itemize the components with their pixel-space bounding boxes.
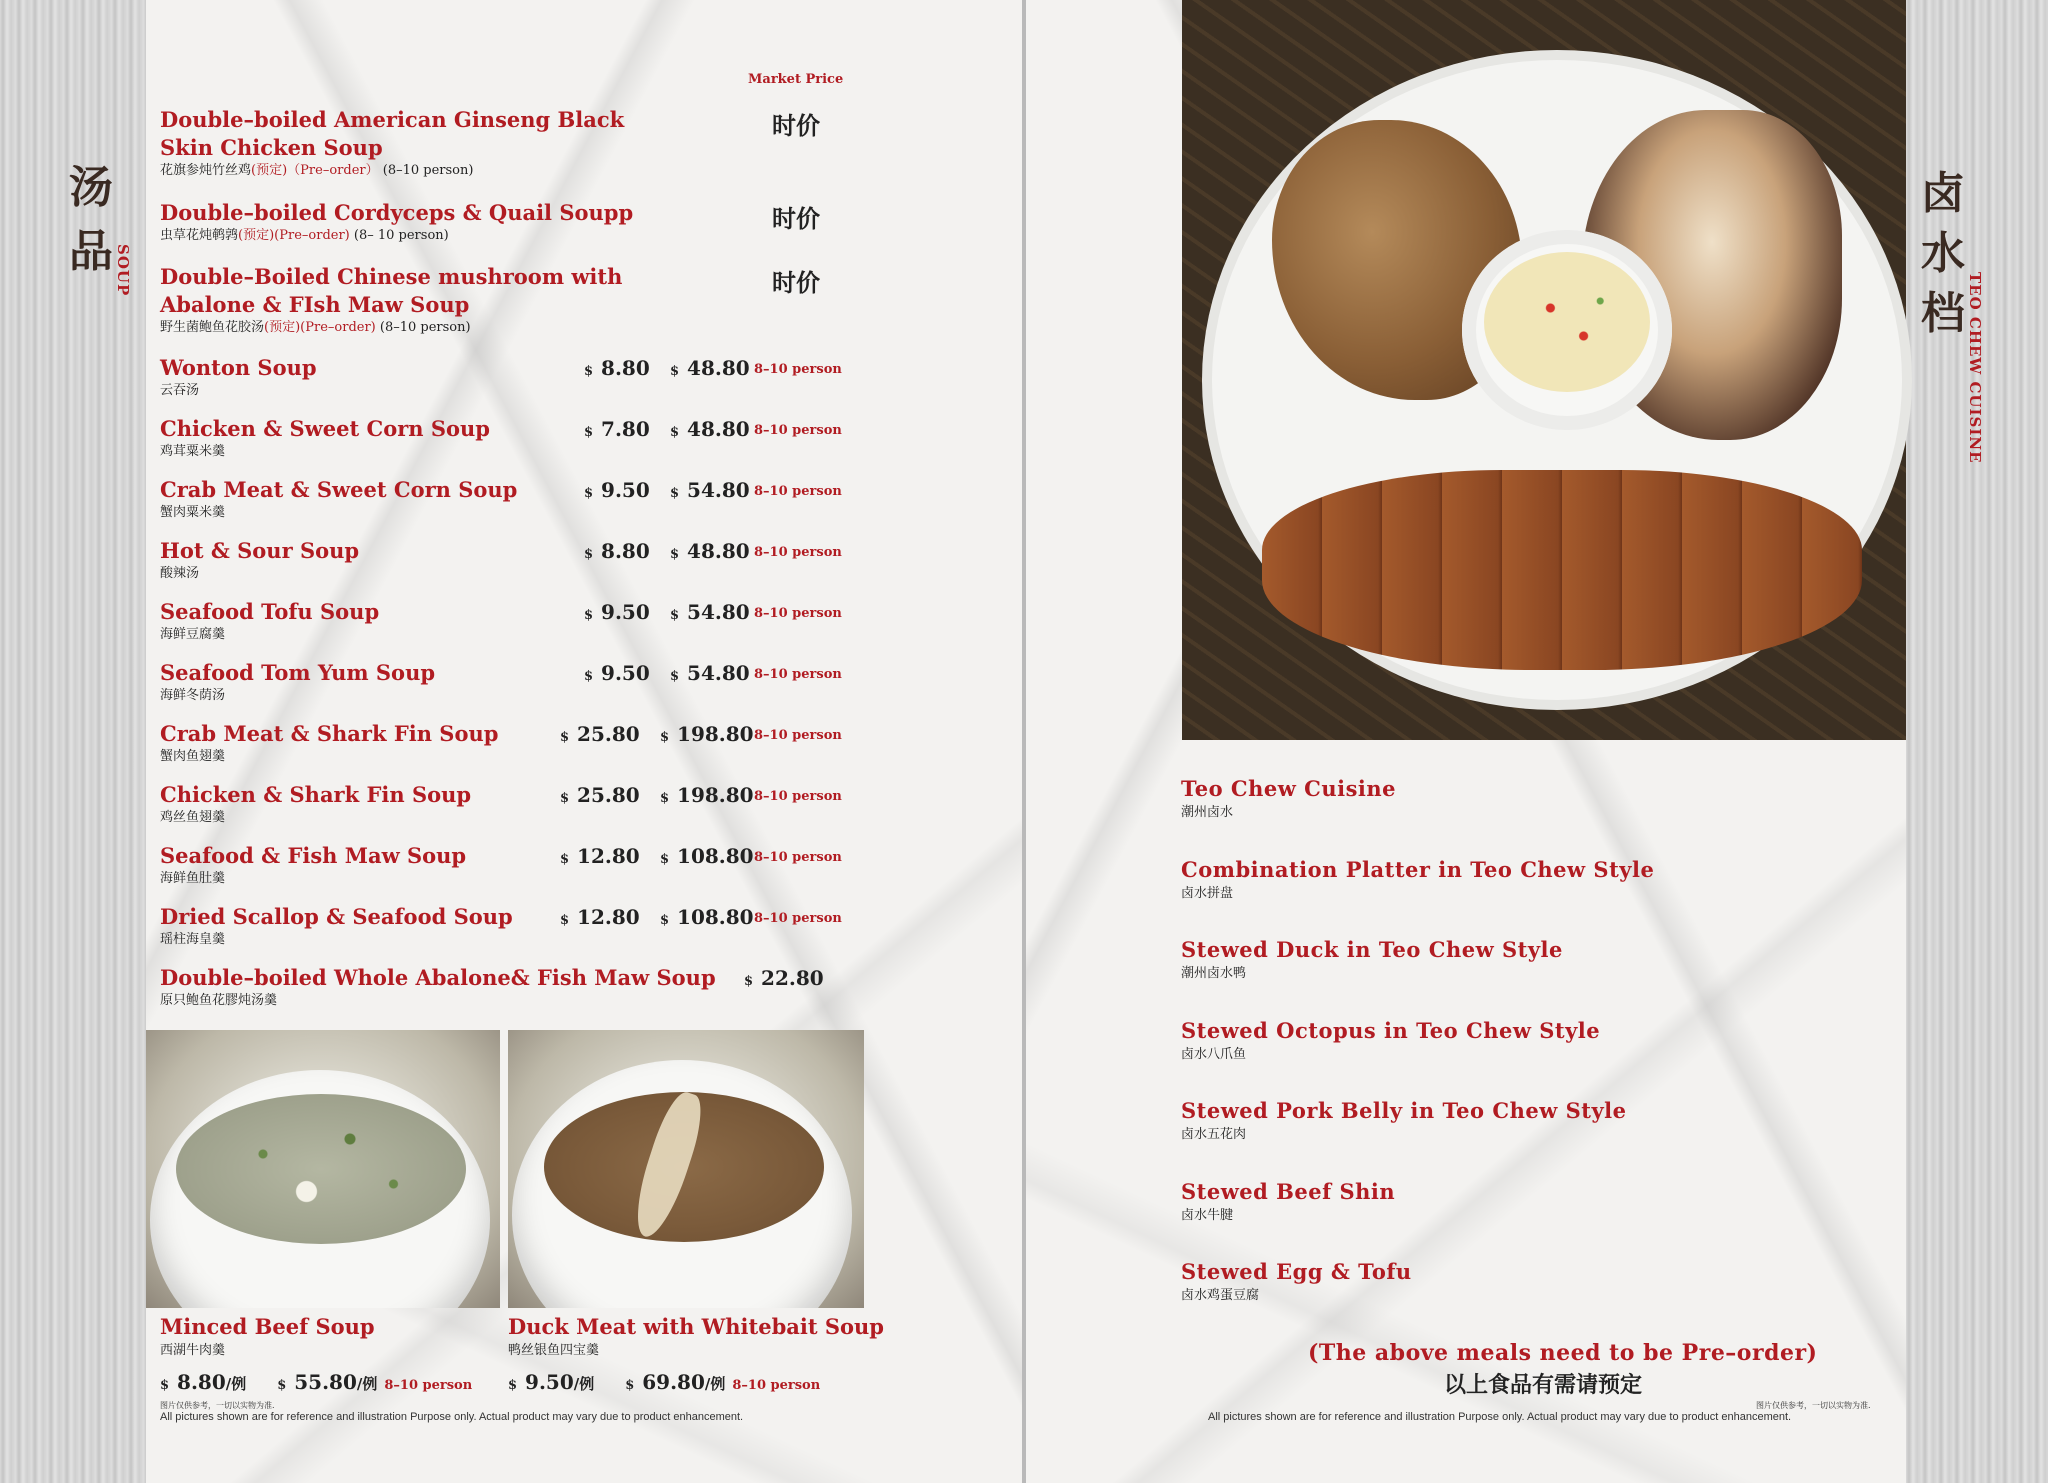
price-persons: 8–10 person bbox=[754, 911, 842, 926]
item-name: Chicken & Sweet Corn Soup bbox=[160, 416, 490, 441]
item-cn: 海鲜豆腐羹 bbox=[160, 627, 226, 642]
price-value: 12.80 bbox=[577, 844, 640, 868]
currency: $ bbox=[625, 1378, 635, 1393]
item-cn: 瑶柱海皇羹 bbox=[160, 932, 226, 947]
soup-title-cn bbox=[66, 160, 116, 280]
currency: $ bbox=[670, 547, 680, 562]
market-price-label: Market Price bbox=[748, 72, 844, 87]
price-persons: 8–10 person bbox=[754, 423, 842, 438]
item-cn: 原只鲍鱼花膠炖汤羹 bbox=[160, 993, 278, 1008]
caption-name: Minced Beef Soup bbox=[160, 1314, 375, 1339]
item-name: Hot & Sour Soup bbox=[160, 538, 360, 563]
price-unit: /例 bbox=[573, 1375, 595, 1393]
currency: $ bbox=[670, 364, 680, 379]
photo-caption bbox=[160, 1314, 375, 1358]
item-price bbox=[584, 600, 650, 624]
item-name: Double–boiled Whole Abalone& Fish Maw Soup bbox=[160, 965, 716, 990]
teochew-item bbox=[1181, 1259, 1412, 1303]
pork-belly-portion bbox=[1262, 470, 1862, 670]
market-price: 时价 bbox=[772, 204, 820, 233]
item-cn: 蟹肉粟米羹 bbox=[160, 505, 226, 520]
currency: $ bbox=[584, 364, 594, 379]
price-persons: 8–10 person bbox=[754, 850, 842, 865]
price-large-value: 48.80 bbox=[687, 539, 750, 563]
item-price bbox=[560, 844, 640, 868]
price-persons: 8–10 person bbox=[754, 789, 842, 804]
soup-item bbox=[160, 720, 860, 765]
soup-item bbox=[160, 537, 860, 582]
price-value: 8.80 bbox=[601, 539, 650, 563]
price-value: 12.80 bbox=[577, 905, 640, 929]
price-value: 22.80 bbox=[761, 966, 824, 990]
item-cn: 花旗参炖竹丝鸡 bbox=[160, 163, 252, 178]
soup-item bbox=[160, 964, 860, 1009]
item-name: Teo Chew Cuisine bbox=[1181, 776, 1397, 801]
caption-price bbox=[160, 1370, 472, 1394]
soup-item bbox=[160, 263, 860, 336]
minced-beef-soup-photo bbox=[146, 1030, 500, 1308]
preorder-note-cn: 以上食品有需请预定 bbox=[1444, 1372, 1643, 1398]
item-cn: 潮州卤水 bbox=[1181, 805, 1234, 820]
soup-item bbox=[160, 781, 860, 826]
item-preorder-cn: (预定) bbox=[251, 163, 288, 178]
item-price-large bbox=[670, 661, 750, 685]
item-name: Dried Scallop & Seafood Soup bbox=[160, 904, 513, 929]
currency: $ bbox=[508, 1378, 518, 1393]
item-price-large bbox=[660, 905, 754, 929]
item-cn: 卤水拼盘 bbox=[1181, 885, 1234, 901]
currency: $ bbox=[670, 425, 680, 440]
currency: $ bbox=[584, 425, 594, 440]
item-cn: 卤水牛腱 bbox=[1181, 1207, 1234, 1223]
soup-item bbox=[160, 842, 860, 887]
market-price: 时价 bbox=[772, 268, 820, 297]
currency: $ bbox=[560, 730, 570, 745]
item-cn: 酸辣汤 bbox=[160, 566, 200, 581]
price-value: 8.80 bbox=[601, 356, 650, 380]
price-large-value: 55.80 bbox=[294, 1370, 357, 1394]
currency: $ bbox=[584, 608, 594, 623]
item-preorder-cn: (预定) bbox=[238, 228, 275, 243]
item-cn: 卤水鸡蛋豆腐 bbox=[1181, 1288, 1260, 1303]
price-value: 9.50 bbox=[601, 661, 650, 685]
currency: $ bbox=[660, 852, 670, 867]
soup-title-cn-char-1: 汤 bbox=[69, 162, 113, 213]
price-value: 9.50 bbox=[601, 478, 650, 502]
item-name: Stewed Octopus in Teo Chew Style bbox=[1181, 1017, 1601, 1043]
preorder-note-en: (The above meals need to be Pre–order) bbox=[1308, 1340, 1818, 1366]
market-price: 时价 bbox=[772, 111, 820, 140]
sauce bbox=[1484, 252, 1650, 392]
caption-price bbox=[508, 1370, 820, 1394]
item-name: Stewed Pork Belly in Teo Chew Style bbox=[1181, 1098, 1627, 1123]
price-persons: 8–10 person bbox=[384, 1378, 473, 1393]
item-name: Stewed Duck in Teo Chew Style bbox=[1181, 937, 1563, 962]
item-name: Crab Meat & Shark Fin Soup bbox=[160, 721, 499, 746]
price-value: 9.50 bbox=[601, 600, 650, 624]
disclaimer-cn: 图片仅供参考，一切以实物为准. bbox=[1756, 1401, 1871, 1410]
currency: $ bbox=[560, 852, 570, 867]
disclaimer-en: All pictures shown are for reference and illustration Purpose only. Actual product may vary due to product enhancement. bbox=[1208, 1411, 1792, 1423]
item-price-large bbox=[670, 417, 750, 441]
price-large-value: 54.80 bbox=[687, 600, 750, 624]
item-price-large bbox=[670, 478, 750, 502]
currency: $ bbox=[160, 1378, 170, 1393]
price-large-value: 54.80 bbox=[687, 661, 750, 685]
currency: $ bbox=[560, 791, 570, 806]
item-name: Stewed Egg & Tofu bbox=[1181, 1259, 1412, 1284]
disclaimer-en: All pictures shown are for reference and illustration Purpose only. Actual product may vary due to product enhancement. bbox=[160, 1411, 744, 1423]
item-cn: 野生菌鲍鱼花胶汤 bbox=[160, 320, 265, 335]
item-name: Wonton Soup bbox=[160, 355, 317, 380]
currency: $ bbox=[277, 1378, 287, 1393]
item-name: Crab Meat & Sweet Corn Soup bbox=[160, 477, 518, 502]
item-preorder-en: （Pre–order） bbox=[287, 163, 379, 178]
item-persons: (8–10 person) bbox=[382, 163, 474, 178]
item-cn: 卤水八爪鱼 bbox=[1181, 1046, 1247, 1062]
price-large-value: 198.80 bbox=[677, 783, 754, 807]
price-value: 9.50 bbox=[525, 1370, 574, 1394]
caption-cn: 鸭丝银鱼四宝羹 bbox=[508, 1343, 600, 1358]
item-persons: (8–10 person) bbox=[379, 320, 471, 335]
item-price-large bbox=[660, 783, 754, 807]
teochew-item bbox=[1181, 937, 1563, 981]
soup-item bbox=[160, 415, 860, 460]
item-price-large bbox=[660, 844, 754, 868]
soup-item bbox=[160, 106, 860, 179]
currency: $ bbox=[670, 669, 680, 684]
item-price bbox=[584, 661, 650, 685]
item-name: Seafood Tom Yum Soup bbox=[160, 660, 436, 685]
teochew-platter-photo bbox=[1182, 0, 1906, 740]
item-cn-line bbox=[160, 227, 860, 244]
price-persons: 8–10 person bbox=[754, 362, 842, 377]
item-cn: 鸡茸粟米羹 bbox=[160, 444, 226, 459]
price-persons: 8–10 person bbox=[754, 484, 842, 499]
item-persons: (8– 10 person) bbox=[353, 228, 449, 243]
price-large-value: 108.80 bbox=[677, 905, 754, 929]
soup-item bbox=[160, 598, 860, 643]
item-price bbox=[584, 356, 650, 380]
soup-item bbox=[160, 199, 860, 244]
price-large-value: 108.80 bbox=[677, 844, 754, 868]
item-cn: 云吞汤 bbox=[160, 383, 200, 398]
price-value: 7.80 bbox=[601, 417, 650, 441]
item-name: Seafood Tofu Soup bbox=[160, 599, 380, 624]
item-name: Seafood & Fish Maw Soup bbox=[160, 843, 467, 868]
soup-title-cn-char-2: 品 bbox=[69, 226, 113, 277]
currency: $ bbox=[584, 486, 594, 501]
item-name: Double–Boiled Chinese mushroom with Abalone & FIsh Maw Soup bbox=[160, 264, 623, 317]
currency: $ bbox=[660, 913, 670, 928]
teochew-title-cn-char-1: 卤 bbox=[1921, 168, 1965, 219]
teochew-item bbox=[1181, 857, 1654, 901]
teochew-item bbox=[1181, 1018, 1600, 1062]
item-price bbox=[560, 722, 640, 746]
price-value: 25.80 bbox=[577, 722, 640, 746]
currency: $ bbox=[670, 486, 680, 501]
price-large-value: 48.80 bbox=[687, 417, 750, 441]
teochew-item bbox=[1181, 776, 1396, 820]
item-price-large bbox=[670, 539, 750, 563]
item-preorder-en: (Pre–order) bbox=[300, 320, 376, 335]
item-preorder-en: (Pre–order) bbox=[274, 228, 350, 243]
currency: $ bbox=[584, 547, 594, 562]
currency: $ bbox=[744, 974, 754, 989]
currency: $ bbox=[660, 791, 670, 806]
item-cn: 卤水五花肉 bbox=[1181, 1127, 1247, 1142]
price-large-value: 54.80 bbox=[687, 478, 750, 502]
caption-name: Duck Meat with Whitebait Soup bbox=[508, 1314, 884, 1339]
item-price bbox=[560, 783, 640, 807]
currency: $ bbox=[670, 608, 680, 623]
item-price bbox=[560, 905, 640, 929]
item-name: Double–boiled Cordyceps & Quail Soupp bbox=[160, 200, 634, 225]
currency: $ bbox=[660, 730, 670, 745]
item-name: Chicken & Shark Fin Soup bbox=[160, 782, 472, 807]
item-cn: 海鲜冬荫汤 bbox=[160, 688, 226, 703]
item-price bbox=[744, 966, 824, 990]
item-cn: 鸡丝鱼翅羹 bbox=[160, 810, 226, 825]
item-price-large bbox=[660, 722, 754, 746]
item-name: Double–boiled American Ginseng Black Skin Chicken Soup bbox=[160, 107, 625, 160]
disclaimer-cn: 图片仅供参考，一切以实物为准. bbox=[160, 1401, 275, 1410]
photo-caption bbox=[508, 1314, 884, 1358]
item-name: Combination Platter in Teo Chew Style bbox=[1181, 856, 1655, 882]
price-unit: /例 bbox=[225, 1375, 247, 1393]
teochew-title-en: TEO CHEW CUISINE bbox=[1966, 272, 1984, 464]
item-preorder-cn: (预定) bbox=[264, 320, 301, 335]
item-cn: 虫草花炖鹌鹑 bbox=[160, 228, 239, 243]
item-price-large bbox=[670, 356, 750, 380]
soup-title-en: SOUP bbox=[114, 244, 132, 297]
price-unit: /例 bbox=[356, 1375, 378, 1393]
currency: $ bbox=[584, 669, 594, 684]
soup-item bbox=[160, 659, 860, 704]
price-persons: 8–10 person bbox=[754, 606, 842, 621]
price-unit: /例 bbox=[704, 1375, 726, 1393]
caption-cn: 西湖牛肉羹 bbox=[160, 1343, 226, 1358]
broth-shape bbox=[176, 1094, 466, 1244]
soup-item bbox=[160, 354, 860, 399]
item-cn-line bbox=[160, 319, 860, 336]
item-price bbox=[584, 417, 650, 441]
soup-item bbox=[160, 476, 860, 521]
item-price bbox=[584, 478, 650, 502]
duck-whitebait-soup-photo bbox=[508, 1030, 864, 1308]
item-cn: 潮州卤水鸭 bbox=[1181, 966, 1247, 981]
teochew-title-cn-char-3: 档 bbox=[1921, 288, 1965, 339]
teochew-title-cn bbox=[1918, 166, 1968, 342]
item-name: Stewed Beef Shin bbox=[1181, 1178, 1396, 1204]
price-large-value: 48.80 bbox=[687, 356, 750, 380]
item-cn: 海鲜鱼肚羹 bbox=[160, 871, 226, 886]
item-price bbox=[584, 539, 650, 563]
soup-item bbox=[160, 903, 860, 948]
price-large-value: 198.80 bbox=[677, 722, 754, 746]
teochew-item bbox=[1181, 1179, 1395, 1223]
item-price-large bbox=[670, 600, 750, 624]
price-persons: 8–10 person bbox=[754, 667, 842, 682]
price-persons: 8–10 person bbox=[732, 1378, 821, 1393]
item-cn: 蟹肉鱼翅羹 bbox=[160, 749, 226, 764]
teochew-title-cn-char-2: 水 bbox=[1921, 228, 1965, 279]
price-persons: 8–10 person bbox=[754, 545, 842, 560]
dipping-sauce-bowl bbox=[1462, 230, 1672, 430]
price-large-value: 69.80 bbox=[642, 1370, 705, 1394]
price-value: 25.80 bbox=[577, 783, 640, 807]
price-persons: 8–10 person bbox=[754, 728, 842, 743]
teochew-item bbox=[1181, 1098, 1627, 1142]
currency: $ bbox=[560, 913, 570, 928]
item-cn-line bbox=[160, 162, 860, 179]
price-value: 8.80 bbox=[177, 1370, 226, 1394]
